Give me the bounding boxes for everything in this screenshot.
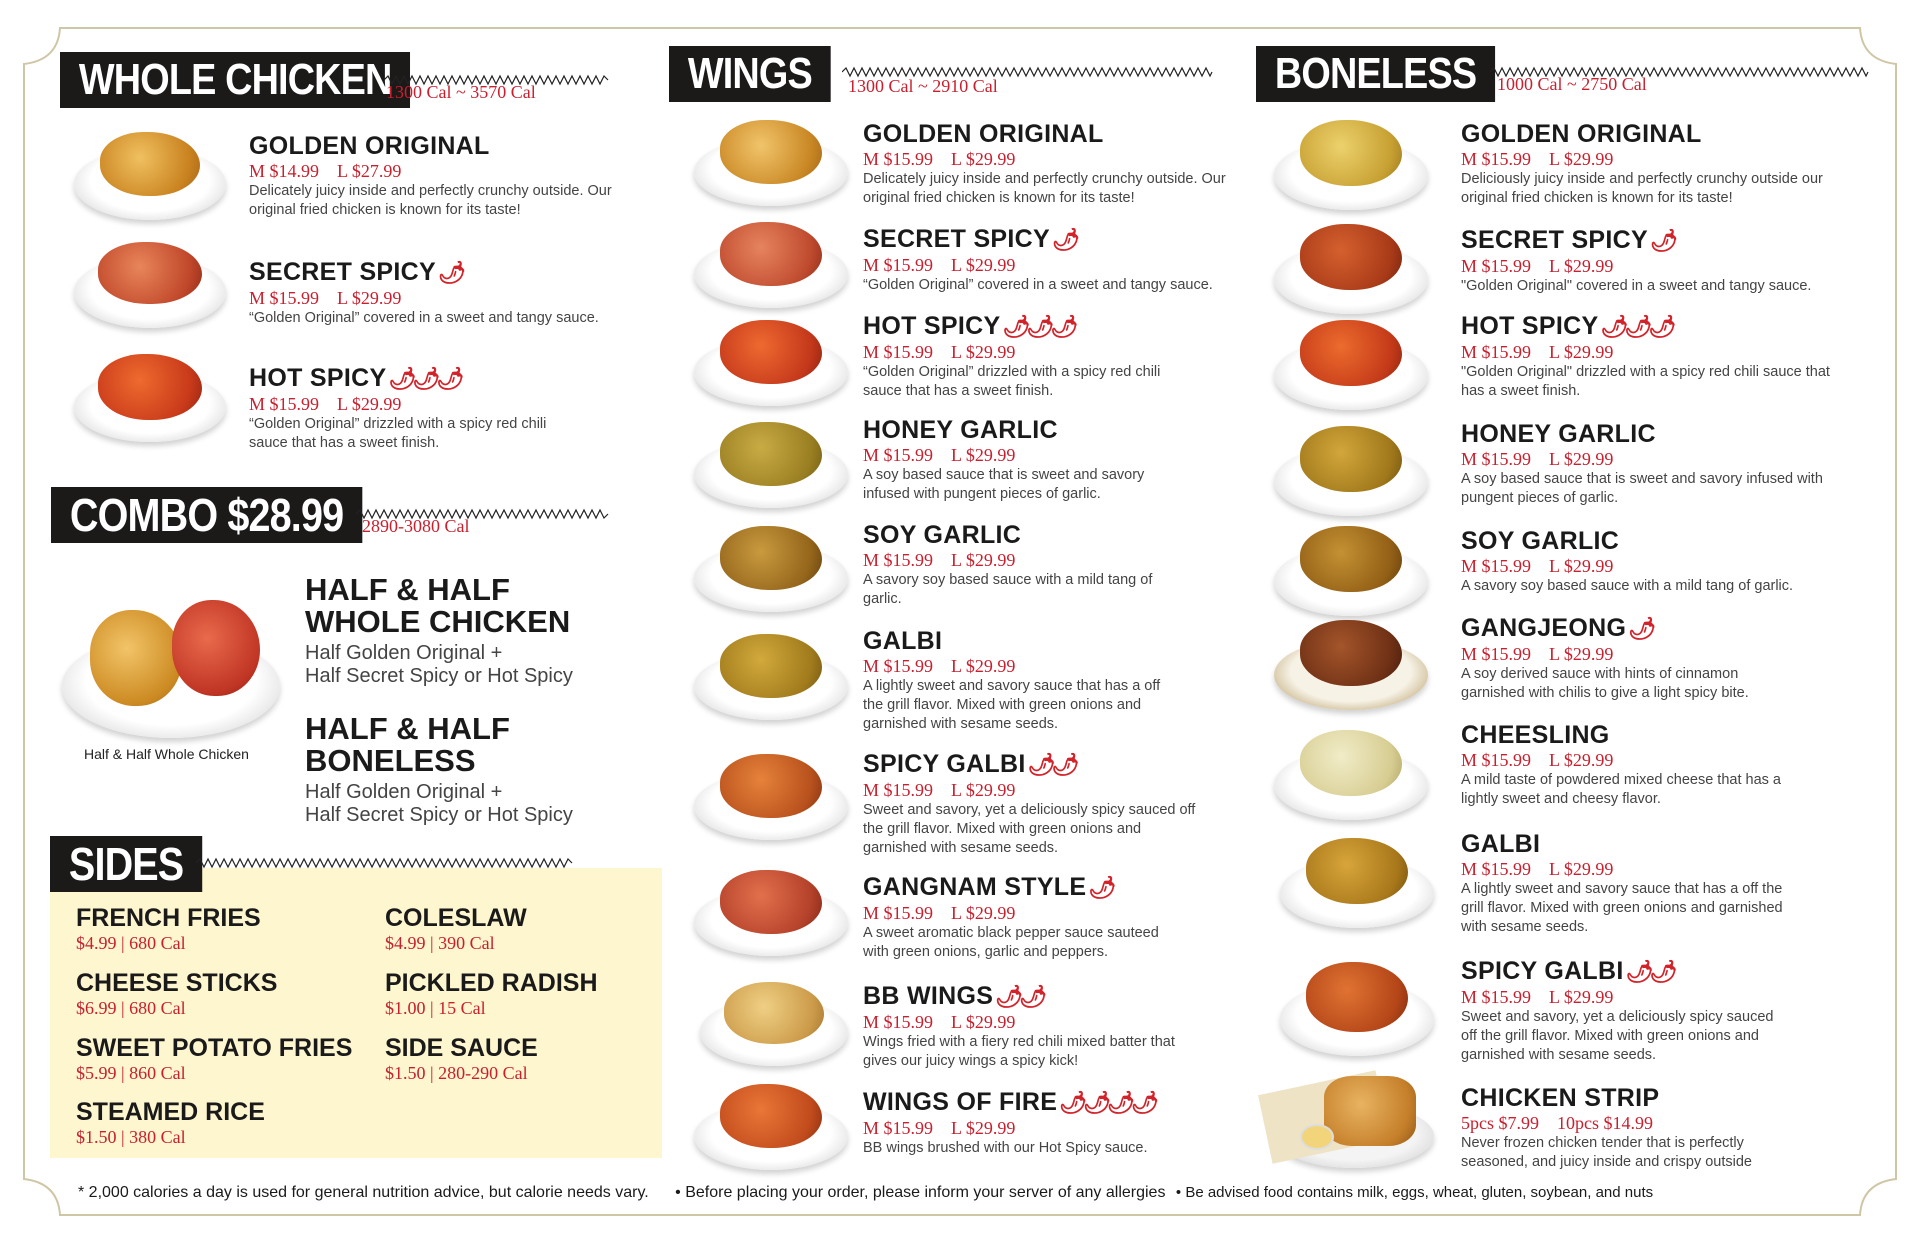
price-m: M $15.99 (1461, 149, 1532, 169)
footer-contains-note: • Be advised food contains milk, eggs, wheat, gluten, soybean, and nuts (1175, 1184, 1654, 1201)
price-l: L $29.99 (337, 288, 402, 308)
price-m: M $15.99 (249, 394, 320, 414)
item-name: SECRET SPICY (1461, 226, 1648, 254)
price-m: M $15.99 (1461, 449, 1532, 469)
chili-pepper-icon: 🌶 (1628, 616, 1653, 641)
price-m: M $15.99 (863, 1012, 934, 1032)
price-l: L $29.99 (951, 1012, 1016, 1032)
chili-pepper-icon: 🌶 (1051, 227, 1076, 252)
price-l: L $29.99 (951, 656, 1016, 676)
item-name: HOT SPICY (1461, 312, 1599, 340)
wings-spicy-galbi[interactable] (863, 750, 1203, 858)
sides-zigzag (196, 857, 574, 869)
item-desc: A mild taste of powdered mixed cheese that has a lightly sweet and cheesy flavor. (1461, 772, 1781, 807)
side-name: STEAMED RICE (76, 1098, 265, 1126)
item-name: GOLDEN ORIGINAL (863, 120, 1104, 148)
price-l: L $29.99 (1549, 449, 1614, 469)
boneless-cheesling-image (1274, 728, 1428, 820)
wings-title: WINGS (669, 46, 831, 102)
chili-pepper-icon: 🌶 (1649, 228, 1674, 253)
item-desc: “Golden Original” covered in a sweet and tangy sauce. (249, 310, 599, 326)
chili-pepper-icon: 🌶🌶🌶 (1600, 314, 1673, 339)
price-m: M $15.99 (249, 288, 320, 308)
item-desc: A lightly sweet and savory sauce that has a off the grill flavor. Mixed with green onions and garnished with sesame seeds. (863, 678, 1161, 732)
item-name: HONEY GARLIC (1461, 420, 1656, 448)
price-m: M $15.99 (863, 149, 934, 169)
side-name: COLESLAW (385, 904, 527, 932)
secret-spicy-dish-image (74, 236, 226, 328)
price-l: L $29.99 (951, 780, 1016, 800)
price-l: L $29.99 (951, 445, 1016, 465)
combo-name-line1: HALF & HALF (305, 572, 510, 607)
item-desc: “Golden Original” drizzled with a spicy red chili sauce that has a sweet finish. (863, 364, 1161, 399)
price-l: L $29.99 (951, 149, 1016, 169)
price-l: L $29.99 (951, 550, 1016, 570)
item-desc: A lightly sweet and savory sauce that has a off the grill flavor. Mixed with green onions and garnished with sesame seeds. (1461, 881, 1783, 935)
wings-golden-original[interactable] (863, 120, 1243, 208)
price-m: M $15.99 (863, 255, 934, 275)
chili-pepper-icon: 🌶🌶🌶 (1002, 314, 1075, 339)
wings-spicy-galbi-image (694, 752, 848, 840)
wings-honey-garlic-image (694, 420, 848, 508)
boneless-secret-spicy[interactable] (1461, 226, 1861, 296)
wings-wings-of-fire-image (694, 1082, 848, 1170)
item-name: SOY GARLIC (863, 521, 1022, 549)
combo-desc-line1: Half Golden Original + (305, 781, 503, 803)
wings-galbi[interactable] (863, 627, 1183, 734)
whole-chicken-title: WHOLE CHICKEN (60, 52, 410, 108)
wings-hot-spicy[interactable] (863, 312, 1193, 401)
price-m: M $15.99 (1461, 644, 1532, 664)
item-name: SPICY GALBI (863, 750, 1026, 778)
footer-calorie-note: * 2,000 calories a day is used for general nutrition advice, but calorie needs vary. (78, 1184, 649, 1201)
item-desc: “Golden Original” drizzled with a spicy red chili sauce that has a sweet finish. (249, 416, 547, 451)
item-desc: Deliciously juicy inside and perfectly crunchy outside our original fried chicken is known for its taste! (1461, 171, 1823, 206)
item-desc: A soy derived sauce with hints of cinnamon garnished with chilis to give a light spicy bite. (1461, 666, 1749, 701)
side-side-sauce[interactable] (385, 1034, 538, 1084)
item-desc: “Golden Original” covered in a sweet and tangy sauce. (863, 277, 1213, 293)
combo-name-line2: BONELESS (305, 743, 476, 778)
price-l: L $29.99 (1549, 750, 1614, 770)
item-name: HONEY GARLIC (863, 416, 1058, 444)
price-m: M $15.99 (1461, 750, 1532, 770)
side-price: $6.99 | 680 Cal (76, 998, 186, 1018)
price-m: M $15.99 (1461, 342, 1532, 362)
combo-name-line1: HALF & HALF (305, 711, 510, 746)
price-m: M $15.99 (1461, 859, 1532, 879)
wings-hot-spicy-image (694, 318, 848, 406)
item-desc: Never frozen chicken tender that is perfectly seasoned, and juicy inside and crispy outside (1461, 1135, 1752, 1170)
side-steamed-rice[interactable] (76, 1098, 265, 1148)
boneless-chicken-strip[interactable] (1461, 1084, 1781, 1172)
chili-pepper-icon: 🌶🌶 (1625, 959, 1674, 984)
price-l: L $29.99 (1549, 342, 1614, 362)
combo-name-line2: WHOLE CHICKEN (305, 604, 571, 639)
price-l: L $29.99 (1549, 256, 1614, 276)
item-desc: A soy based sauce that is sweet and savory infused with pungent pieces of garlic. (1461, 471, 1823, 506)
whole-secret-spicy[interactable] (249, 258, 649, 328)
chili-pepper-icon: 🌶🌶 (995, 984, 1044, 1009)
boneless-honey-garlic-image (1274, 424, 1428, 516)
boneless-gangjeong[interactable] (1461, 614, 1791, 703)
item-desc: Sweet and savory, yet a deliciously spicy sauced off the grill flavor. Mixed with green onions and garnished with sesame seeds. (863, 802, 1196, 856)
boneless-hot-spicy-image (1274, 318, 1428, 410)
combo-half-half-boneless[interactable] (305, 713, 635, 827)
hot-spicy-dish-image (74, 350, 226, 442)
boneless-soy-garlic[interactable] (1461, 527, 1861, 596)
item-name: WINGS OF FIRE (863, 1088, 1058, 1116)
boneless-chicken-strip-image (1264, 1076, 1440, 1170)
boneless-title: BONELESS (1256, 46, 1495, 102)
price-m: M $15.99 (863, 780, 934, 800)
price-m: M $15.99 (863, 445, 934, 465)
wings-gangnam-style[interactable] (863, 873, 1183, 962)
side-price: $4.99 | 680 Cal (76, 933, 186, 953)
item-name: GALBI (1461, 830, 1541, 858)
price-l: L $29.99 (1549, 644, 1614, 664)
whole-hot-spicy[interactable] (249, 364, 649, 453)
chili-pepper-icon: 🌶 (1088, 875, 1113, 900)
price-l: L $29.99 (951, 342, 1016, 362)
price-m: M $15.99 (863, 656, 934, 676)
side-price: $4.99 | 390 Cal (385, 933, 495, 953)
whole-golden-original[interactable] (249, 132, 649, 220)
sides-title: SIDES (50, 836, 202, 892)
item-desc: BB wings brushed with our Hot Spicy sauce. (863, 1140, 1148, 1156)
price-l: L $29.99 (951, 1118, 1016, 1138)
boneless-galbi[interactable] (1461, 830, 1801, 937)
item-desc: A sweet aromatic black pepper sauce sauteed with green onions, garlic and peppers. (863, 925, 1159, 960)
side-price: $1.50 | 380 Cal (76, 1127, 186, 1147)
price-m: 5pcs $7.99 (1461, 1113, 1539, 1133)
wings-galbi-image (694, 632, 848, 720)
wings-secret-spicy-image (694, 220, 848, 308)
item-desc: Delicately juicy inside and perfectly crunchy outside. Our original fried chicken is known for its taste! (249, 183, 612, 218)
side-name: CHEESE STICKS (76, 969, 278, 997)
whole-chicken-cal: 1300 Cal ~ 3570 Cal (386, 82, 536, 102)
boneless-cheesling[interactable] (1461, 721, 1801, 809)
item-name: SECRET SPICY (249, 258, 436, 286)
wings-gangnam-style-image (694, 868, 848, 956)
price-m: M $15.99 (863, 550, 934, 570)
wings-soy-garlic-image (694, 524, 848, 612)
price-m: M $15.99 (863, 1118, 934, 1138)
side-cheese-sticks[interactable] (76, 969, 277, 1019)
price-m: M $15.99 (863, 903, 934, 923)
combo-desc-line1: Half Golden Original + (305, 642, 503, 664)
boneless-spicy-galbi-image (1280, 960, 1434, 1056)
item-desc: A savory soy based sauce with a mild tang of garlic. (863, 572, 1153, 607)
side-price: $1.50 | 280-290 Cal (385, 1063, 528, 1083)
side-name: SWEET POTATO FRIES (76, 1034, 353, 1062)
wings-secret-spicy[interactable] (863, 225, 1243, 295)
price-l: L $29.99 (1549, 987, 1614, 1007)
price-m: M $15.99 (1461, 556, 1532, 576)
item-name: GANGJEONG (1461, 614, 1627, 642)
price-l: L $27.99 (337, 161, 402, 181)
item-desc: Delicately juicy inside and perfectly crunchy outside. Our original fried chicken is known for its taste! (863, 171, 1226, 206)
boneless-hot-spicy[interactable] (1461, 312, 1831, 401)
golden-original-dish-image (74, 128, 226, 220)
wings-soy-garlic[interactable] (863, 521, 1163, 609)
chili-pepper-icon: 🌶🌶 (1027, 752, 1076, 777)
boneless-galbi-image (1280, 836, 1434, 928)
price-l: L $29.99 (1549, 149, 1614, 169)
boneless-cal: 1000 Cal ~ 2750 Cal (1497, 74, 1647, 94)
price-m: M $15.99 (1461, 256, 1532, 276)
item-desc: Wings fried with a fiery red chili mixed batter that gives our juicy wings a spicy kick! (863, 1034, 1175, 1069)
price-l: L $29.99 (337, 394, 402, 414)
combo-image-caption: Half & Half Whole Chicken (84, 746, 249, 762)
price-l: L $29.99 (951, 255, 1016, 275)
side-pickled-radish[interactable] (385, 969, 598, 1019)
price-l: L $29.99 (1549, 556, 1614, 576)
boneless-secret-spicy-image (1274, 222, 1428, 314)
boneless-honey-garlic[interactable] (1461, 420, 1831, 508)
wings-wings-of-fire[interactable] (863, 1088, 1193, 1158)
item-name: CHEESLING (1461, 721, 1610, 749)
wings-bb-wings-image (700, 978, 848, 1066)
price-l: 10pcs $14.99 (1557, 1113, 1653, 1133)
price-l: L $29.99 (951, 903, 1016, 923)
item-desc: "Golden Original" covered in a sweet and tangy sauce. (1461, 278, 1812, 294)
side-price: $1.00 | 15 Cal (385, 998, 486, 1018)
chili-pepper-icon: 🌶🌶🌶 (388, 366, 461, 391)
side-coleslaw[interactable] (385, 904, 527, 954)
item-name: GALBI (863, 627, 943, 655)
item-name: SPICY GALBI (1461, 957, 1624, 985)
combo-title: COMBO $28.99 (51, 487, 362, 543)
item-name: CHICKEN STRIP (1461, 1084, 1660, 1112)
chili-pepper-icon: 🌶🌶🌶🌶 (1059, 1090, 1155, 1115)
boneless-spicy-galbi[interactable] (1461, 957, 1781, 1065)
chili-pepper-icon: 🌶 (437, 260, 462, 285)
wings-honey-garlic[interactable] (863, 416, 1183, 504)
price-m: M $14.99 (249, 161, 320, 181)
item-name: BB WINGS (863, 982, 994, 1010)
boneless-soy-garlic-image (1274, 524, 1428, 616)
item-desc: Sweet and savory, yet a deliciously spicy sauced off the grill flavor. Mixed with green onions and garnished with sesame seeds. (1461, 1009, 1774, 1063)
side-name: PICKLED RADISH (385, 969, 598, 997)
boneless-golden-original-image (1274, 118, 1428, 210)
side-name: SIDE SAUCE (385, 1034, 538, 1062)
item-name: GANGNAM STYLE (863, 873, 1087, 901)
combo-cal: 2890-3080 Cal (362, 516, 470, 536)
item-name: SOY GARLIC (1461, 527, 1620, 555)
item-name: GOLDEN ORIGINAL (1461, 120, 1702, 148)
item-name: HOT SPICY (249, 364, 387, 392)
half-half-dish-image (62, 600, 280, 738)
wings-cal: 1300 Cal ~ 2910 Cal (848, 76, 998, 96)
item-desc: A savory soy based sauce with a mild tang of garlic. (1461, 578, 1794, 594)
item-name: GOLDEN ORIGINAL (249, 132, 490, 160)
item-name: HOT SPICY (863, 312, 1001, 340)
combo-desc-line2: Half Secret Spicy or Hot Spicy (305, 804, 573, 826)
boneless-golden-original[interactable] (1461, 120, 1831, 208)
wings-bb-wings[interactable] (863, 982, 1183, 1071)
combo-desc-line2: Half Secret Spicy or Hot Spicy (305, 665, 573, 687)
side-sweet-potato-fries[interactable] (76, 1034, 352, 1084)
boneless-gangjeong-image (1274, 618, 1428, 710)
side-name: FRENCH FRIES (76, 904, 261, 932)
price-m: M $15.99 (863, 342, 934, 362)
price-m: M $15.99 (1461, 987, 1532, 1007)
combo-half-half-whole[interactable] (305, 574, 635, 688)
item-desc: A soy based sauce that is sweet and savory infused with pungent pieces of garlic. (863, 467, 1145, 502)
item-desc: "Golden Original" drizzled with a spicy red chili sauce that has a sweet finish. (1461, 364, 1830, 399)
wings-golden-original-image (694, 118, 848, 206)
footer-allergy-note: • Before placing your order, please inform your server of any allergies (675, 1184, 1166, 1201)
side-price: $5.99 | 860 Cal (76, 1063, 186, 1083)
footer-notes (78, 1184, 1675, 1202)
side-french-fries[interactable] (76, 904, 261, 954)
item-name: SECRET SPICY (863, 225, 1050, 253)
price-l: L $29.99 (1549, 859, 1614, 879)
